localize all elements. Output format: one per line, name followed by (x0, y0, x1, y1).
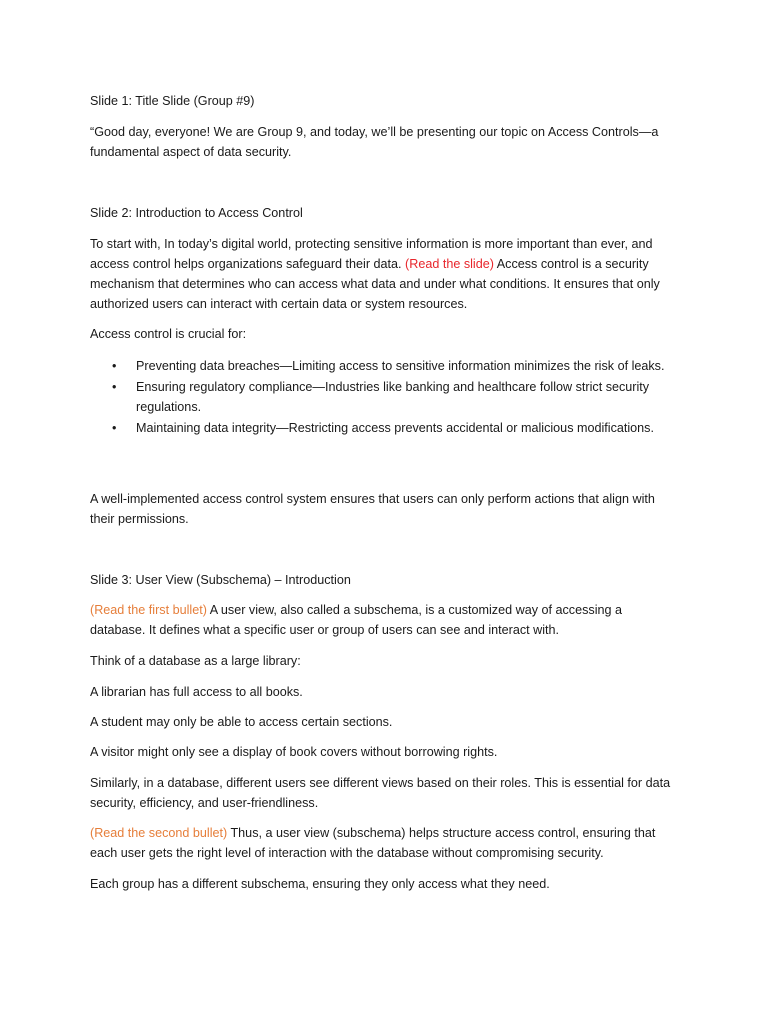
bullet-marker: • (112, 359, 117, 373)
bullet-marker: • (112, 380, 117, 394)
slide3-heading: Slide 3: User View (Subschema) – Introduction (90, 573, 351, 587)
library-intro: Think of a database as a large library: (90, 654, 301, 668)
bullet-marker: • (112, 421, 117, 435)
visitor-line: A visitor might only see a display of book covers without borrowing rights. (90, 745, 498, 759)
read-second-bullet-cue: (Read the second bullet) (90, 826, 228, 840)
slide1-paragraph: “Good day, everyone! We are Group 9, and today, we’ll be presenting our topic on Access Controls—a fundamental aspect of data security. (90, 125, 659, 159)
student-line: A student may only be able to access certain sections. (90, 715, 393, 729)
bullet-text: Maintaining data integrity—Restricting access prevents accidental or malicious modifications. (136, 421, 654, 435)
final-line: Each group has a different subschema, ensuring they only access what they need. (90, 877, 550, 891)
read-first-bullet-cue: (Read the first bullet) (90, 603, 207, 617)
intro-text-before: To start with, In today’s digital world, protecting sensitive information is more important than ever, and access control helps organizations safeguard their data. (90, 237, 653, 271)
slide2-closing: A well-implemented access control system ensures that users can only perform actions that align with their permissions. (90, 492, 655, 526)
bullet-item (90, 377, 680, 417)
bullet-text: Preventing data breaches—Limiting access to sensitive information minimizes the risk of leaks. (136, 359, 665, 373)
bullet-item (90, 418, 680, 438)
bullet-item (90, 356, 680, 376)
bullet-text: Ensuring regulatory compliance—Industries like banking and healthcare follow strict security regulations. (136, 380, 650, 414)
slide1-heading: Slide 1: Title Slide (Group #9) (90, 94, 255, 108)
p2-text: Thus, a user view (subschema) helps structure access control, ensuring that each user gets the right level of interaction with the database without compromising security. (90, 826, 656, 860)
slide3-paragraph-2 (90, 823, 680, 863)
slide2-heading: Slide 2: Introduction to Access Control (90, 206, 303, 220)
read-slide-cue: (Read the slide) (405, 257, 494, 271)
librarian-line: A librarian has full access to all books. (90, 685, 303, 699)
crucial-bullet-list (90, 356, 680, 439)
slide2-intro-paragraph (90, 234, 680, 314)
crucial-label: Access control is crucial for: (90, 327, 247, 341)
intro-text-after: Access control is a security mechanism that determines who can access what data and under what conditions. It ensures that only authorized users can interact with certain data or system resources. (90, 257, 660, 311)
p1-text: A user view, also called a subschema, is a customized way of accessing a database. It defines what a specific user or group of users can see and interact with. (90, 603, 623, 637)
slide3-paragraph-1 (90, 600, 680, 640)
similarly-paragraph: Similarly, in a database, different users see different views based on their roles. This is essential for data security, efficiency, and user-friendliness. (90, 776, 671, 810)
